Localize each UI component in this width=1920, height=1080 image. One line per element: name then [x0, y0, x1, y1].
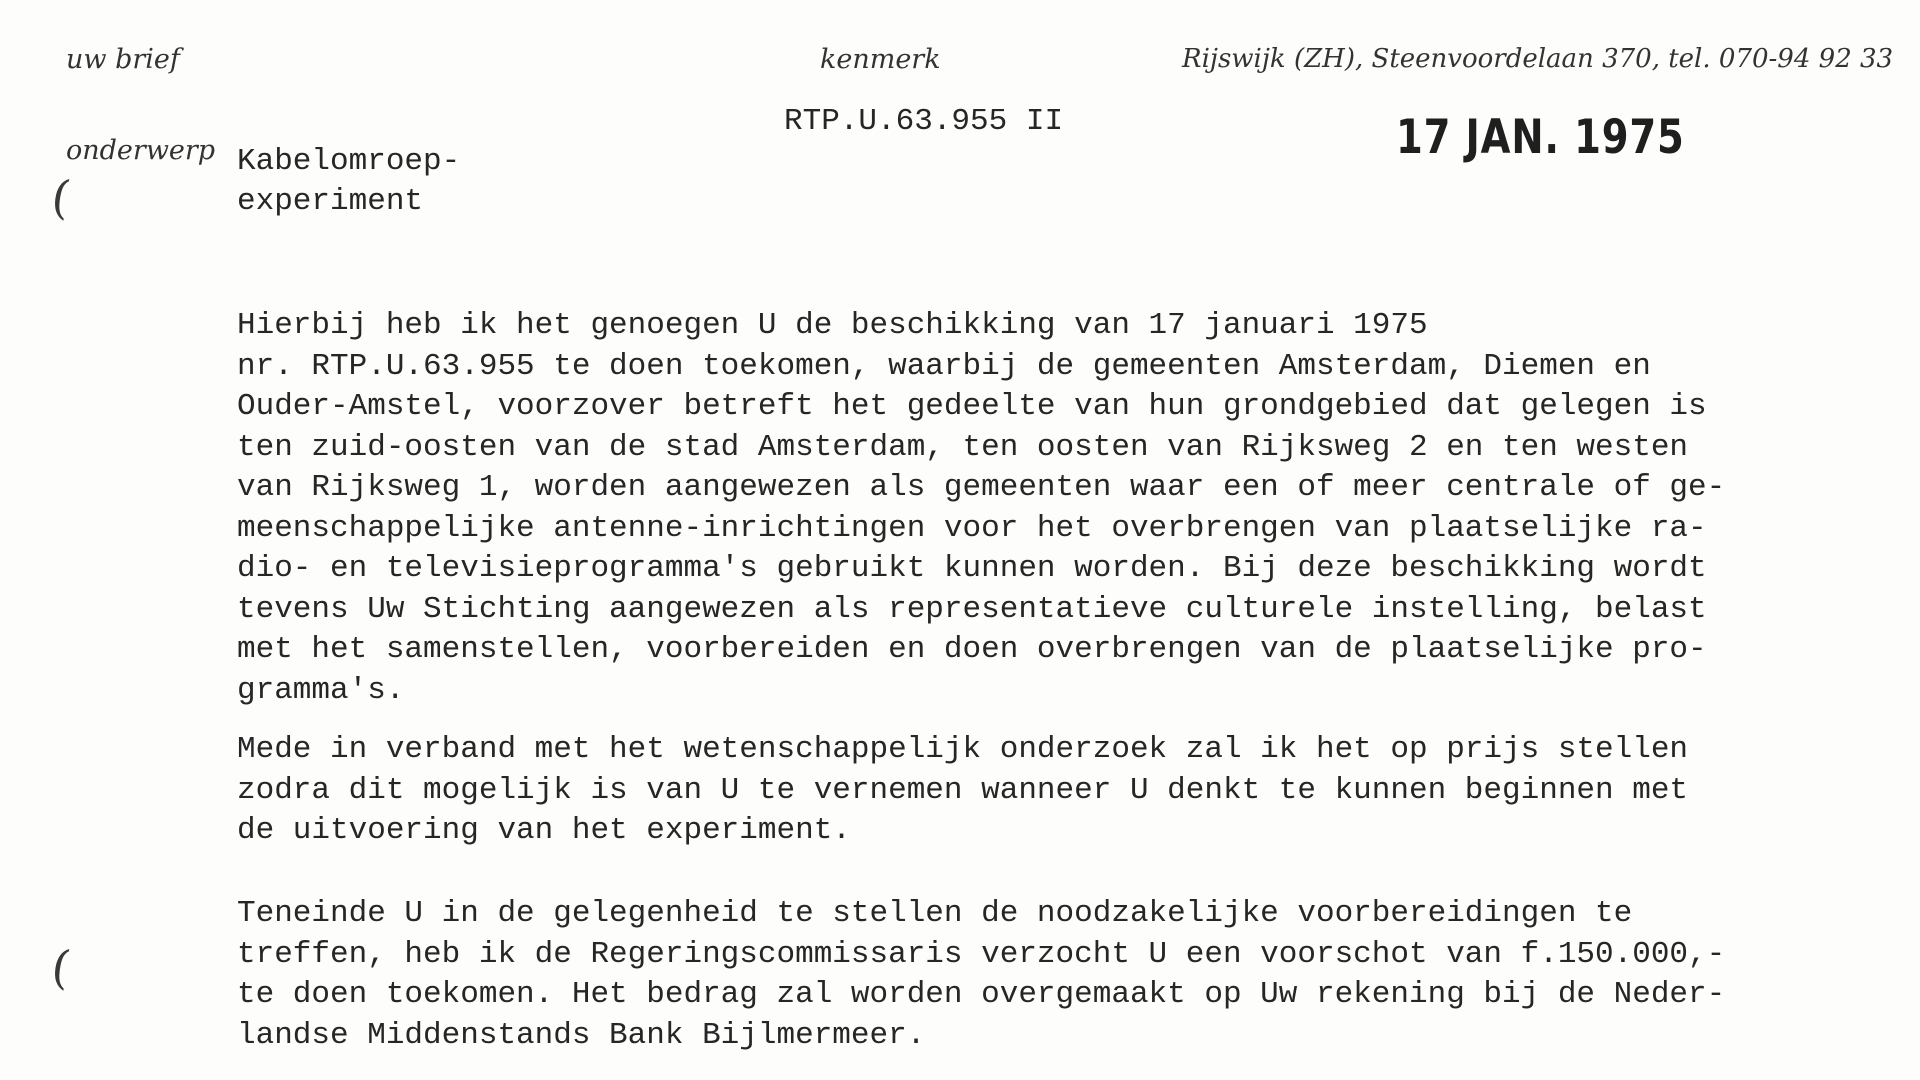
body-line: Mede in verband met het wetenschappelijk onderzoek zal ik het op prijs stellen [237, 732, 1689, 767]
body-line: meenschappelijke antenne-inrichtingen voor het overbrengen van plaatselijke ra- [237, 510, 1707, 546]
uw-brief-label: uw brief [66, 44, 180, 75]
body-paragraph-2 [237, 730, 1688, 852]
date-stamp: 17 JAN. 1975 [1396, 110, 1685, 165]
body-line: gramma's. [237, 672, 405, 708]
body-line: van Rijksweg 1, worden aangewezen als gemeenten waar een of meer centrale of ge- [237, 470, 1726, 505]
body-line: nr. RTP.U.63.955 te doen toekomen, waarbij de gemeenten Amsterdam, Diemen en [237, 348, 1651, 384]
margin-bracket-mark: ( [48, 169, 74, 225]
body-paragraph-3 [237, 894, 1725, 1056]
subject-line-2: experiment [237, 184, 424, 219]
body-line: zodra dit mogelijk is van U te vernemen wanneer U denkt te kunnen beginnen met [237, 772, 1689, 808]
body-line: dio- en televisieprogramma's gebruikt kunnen worden. Bij deze beschikking wordt [237, 551, 1707, 586]
body-line: met het samenstellen, voorbereiden en doen overbrengen van de plaatselijke pro- [237, 632, 1707, 667]
body-line: Hierbij heb ik het genoegen U de beschikking van 17 januari 1975 [237, 308, 1428, 343]
reference-number: RTP.U.63.955 II [784, 104, 1064, 139]
kenmerk-label: kenmerk [820, 44, 941, 75]
body-line: treffen, heb ik de Regeringscommissaris verzocht U een voorschot van f.150.000,- [237, 936, 1726, 972]
subject-line-1: Kabelomroep- [237, 144, 461, 179]
address-line: Rijswijk (ZH), Steenvoordelaan 370, tel. 070-94 92 33 [1182, 44, 1894, 74]
body-line: te doen toekomen. Het bedrag zal worden overgemaakt op Uw rekening bij de Neder- [237, 977, 1726, 1012]
body-line: ten zuid-oosten van de stad Amsterdam, ten oosten van Rijksweg 2 en ten westen [237, 429, 1689, 465]
body-line: de uitvoering van het experiment. [237, 813, 851, 848]
body-line: tevens Uw Stichting aangewezen als representatieve culturele instelling, belast [237, 591, 1707, 627]
body-line: Ouder-Amstel, voorzover betreft het gedeelte van hun grondgebied dat gelegen is [237, 389, 1707, 424]
onderwerp-label: onderwerp [66, 135, 216, 166]
body-paragraph-1 [237, 306, 1725, 711]
body-line: Teneinde U in de gelegenheid te stellen de noodzakelijke voorbereidingen te [237, 896, 1633, 931]
body-line: landse Middenstands Bank Bijlmermeer. [237, 1017, 926, 1053]
margin-bracket-mark: ( [48, 939, 74, 995]
